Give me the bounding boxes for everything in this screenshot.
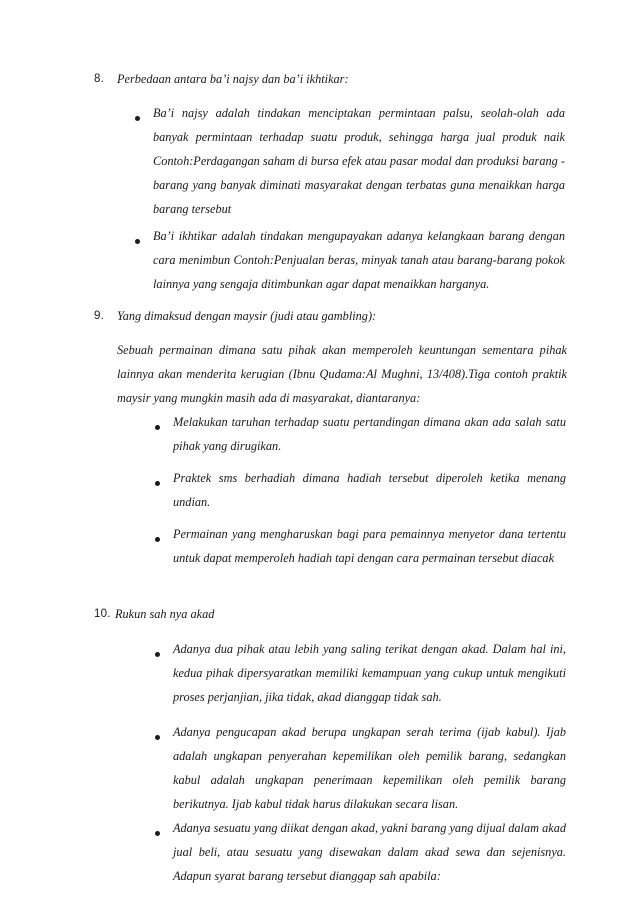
bullet-dot-icon xyxy=(155,481,160,486)
section-8-number: 8. xyxy=(94,73,104,85)
section-8-heading: Perbedaan antara ba’i najsy dan ba’i ikhtikar: xyxy=(117,72,349,86)
section-10-heading: Rukun sah nya akad xyxy=(115,607,215,621)
bullet-dot-icon xyxy=(135,116,140,121)
bullet-dot-icon xyxy=(155,831,160,836)
section-9-bullet-2: Praktek sms berhadiah dimana hadiah tersebut diperoleh ketika menang undian. xyxy=(173,471,566,509)
section-9-bullet-3: Permainan yang mengharuskan bagi para pemainnya menyetor dana tertentu untuk dapat memperoleh hadiah tapi dengan cara permainan tersebut diacak xyxy=(173,527,566,565)
section-10-number: 10. xyxy=(94,608,111,620)
section-9-bullet-1: Melakukan taruhan terhadap suatu pertandingan dimana akan ada salah satu pihak yang dirugikan. xyxy=(173,415,566,453)
bullet-dot-icon xyxy=(155,735,160,740)
section-10-bullet-2: Adanya pengucapan akad berupa ungkapan serah terima (ijab kabul). Ijab adalah ungkapan penyerahan kepemilikan oleh pemilik barang, sedangkan kabul adalah ungkapan penerimaan kepemilikan oleh pemilik barang berikutnya. Ijab kabul tidak harus dilakukan secara lisan. xyxy=(173,725,566,811)
section-10-bullet-1: Adanya dua pihak atau lebih yang saling terikat dengan akad. Dalam hal ini, kedua pihak dipersyaratkan memiliki kemampuan yang cukup untuk mengikuti proses perjanjian, jika tidak, akad dianggap tidak sah. xyxy=(173,642,566,704)
section-8-bullet-2: Ba’i ikhtikar adalah tindakan mengupayakan adanya kelangkaan barang dengan cara menimbun Contoh:Penjualan beras, minyak tanah atau barang-barang pokok lainnya yang sengaja ditimbunkan agar dapat menaikkan harganya. xyxy=(153,229,565,291)
section-9-heading: Yang dimaksud dengan maysir (judi atau gambling): xyxy=(117,309,377,323)
section-9-number: 9. xyxy=(94,310,104,322)
bullet-dot-icon xyxy=(155,652,160,657)
bullet-dot-icon xyxy=(135,239,140,244)
section-10-bullet-3: Adanya sesuatu yang diikat dengan akad, yakni barang yang dijual dalam akad jual beli, atau sesuatu yang disewakan dalam akad sewa dan sejenisnya. Adapun syarat barang tersebut dianggap sah apabila: xyxy=(173,821,566,883)
section-8-bullet-1: Ba’i najsy adalah tindakan menciptakan permintaan palsu, seolah-olah ada banyak permintaan terhadap suatu produk, sehingga harga jual produk naik Contoh:Perdagangan saham di bursa efek atau pasar modal dan produksi barang -barang yang banyak diminati masyarakat dengan terbatas guna menaikkan harga barang tersebut xyxy=(153,106,565,216)
bullet-dot-icon xyxy=(155,425,160,430)
bullet-dot-icon xyxy=(155,537,160,542)
section-9-paragraph: Sebuah permainan dimana satu pihak akan memperoleh keuntungan sementara pihak lainnya akan menderita kerugian (Ibnu Qudama:Al Mughni, 13/408).Tiga contoh praktik maysir yang mungkin masih ada di masyarakat, diantaranya: xyxy=(117,343,567,405)
